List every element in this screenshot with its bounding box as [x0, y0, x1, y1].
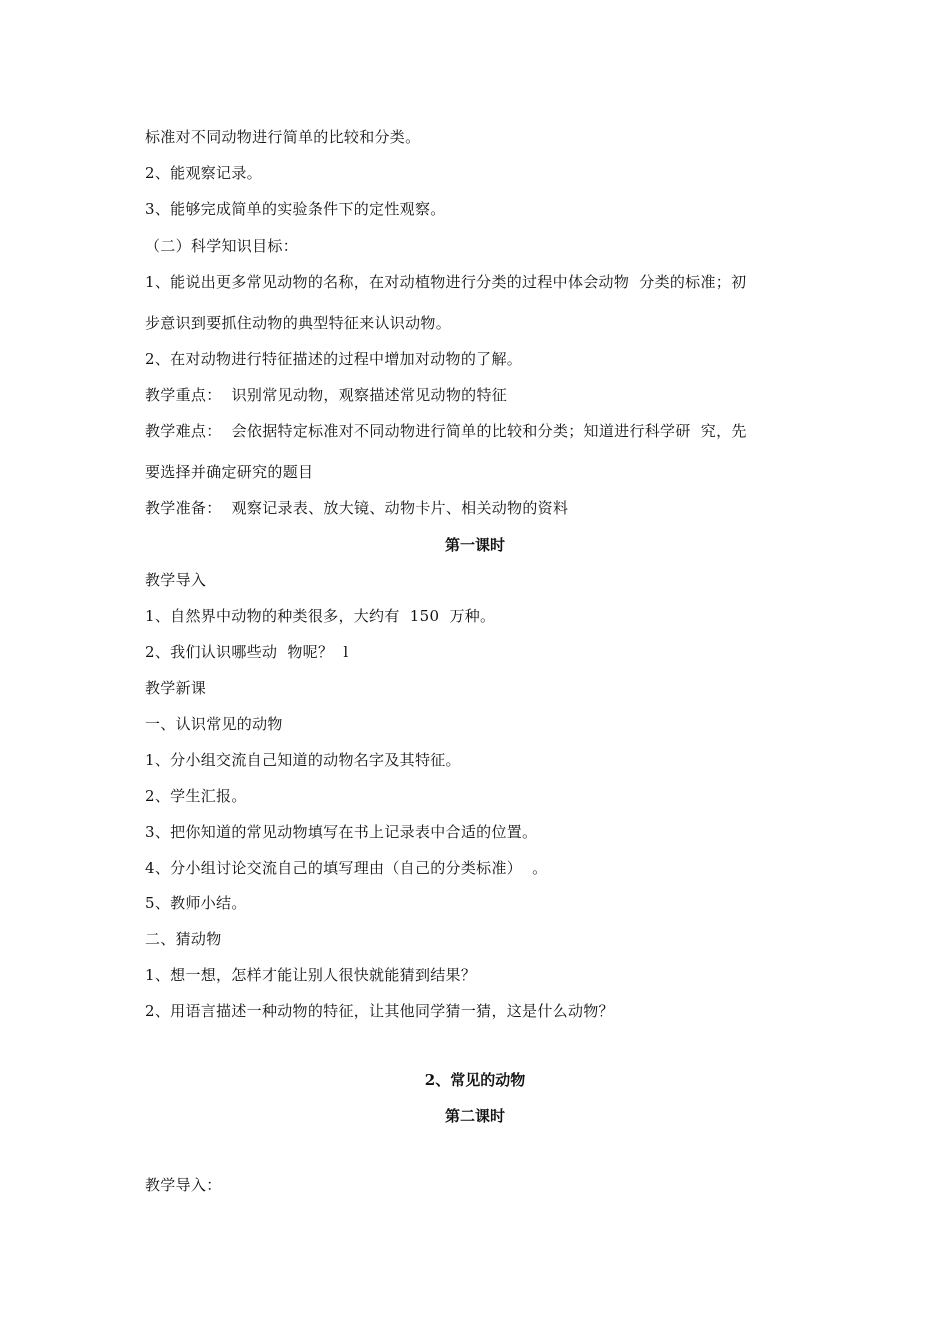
paragraph-line: 3、能够完成简单的实验条件下的定性观察。 — [145, 200, 446, 218]
paragraph-line: 2、用语言描述一种动物的特征，让其他同学猜一猜，这是什么动物？ — [145, 1002, 614, 1020]
paragraph-line: 一、认识常见的动物 — [145, 715, 283, 733]
teaching-preparation: 教学准备： 观察记录表、放大镜、动物卡片、相关动物的资料 — [145, 499, 569, 517]
paragraph-line: 要选择并确定研究的题目 — [145, 463, 314, 481]
teaching-difficulty: 教学难点： 会依据特定标准对不同动物进行简单的比较和分类；知道进行科学研 究，先 — [145, 422, 747, 440]
paragraph-line: 教学新课 — [145, 679, 207, 697]
lesson-1-heading: 第一课时 — [444, 536, 505, 554]
paragraph-line: 2、学生汇报。 — [145, 787, 247, 805]
paragraph-line: 1、想一想，怎样才能让别人很快就能猜到结果？ — [145, 966, 477, 984]
paragraph-line: 2、能观察记录。 — [145, 164, 262, 182]
paragraph-line: 3、把你知道的常见动物填写在书上记录表中合适的位置。 — [145, 823, 538, 841]
teaching-focus: 教学重点： 识别常见动物，观察描述常见动物的特征 — [145, 386, 508, 404]
paragraph-line: 5、教师小结。 — [145, 894, 247, 912]
paragraph-line: 1、能说出更多常见动物的名称，在对动植物进行分类的过程中体会动物 分类的标准；初 — [145, 273, 747, 291]
section-heading: （二）科学知识目标： — [145, 237, 299, 255]
paragraph-line: 步意识到要抓住动物的典型特征来认识动物。 — [145, 314, 452, 332]
paragraph-line: 教学导入 — [145, 571, 207, 589]
section-title: 2、常见的动物 — [424, 1071, 526, 1089]
paragraph-line: 4、分小组讨论交流自己的填写理由（自己的分类标准） 。 — [145, 859, 548, 877]
paragraph-line: 2、我们认识哪些动 物呢？ l — [145, 643, 349, 661]
paragraph-line: 二、猜动物 — [145, 930, 222, 948]
lesson-2-heading: 第二课时 — [444, 1107, 505, 1125]
paragraph-line: 标准对不同动物进行简单的比较和分类。 — [145, 128, 421, 146]
paragraph-line: 1、自然界中动物的种类很多，大约有 150 万种。 — [145, 607, 496, 625]
paragraph-line: 教学导入： — [145, 1176, 222, 1194]
paragraph-line: 2、在对动物进行特征描述的过程中增加对动物的了解。 — [145, 350, 523, 368]
paragraph-line: 1、分小组交流自己知道的动物名字及其特征。 — [145, 751, 461, 769]
